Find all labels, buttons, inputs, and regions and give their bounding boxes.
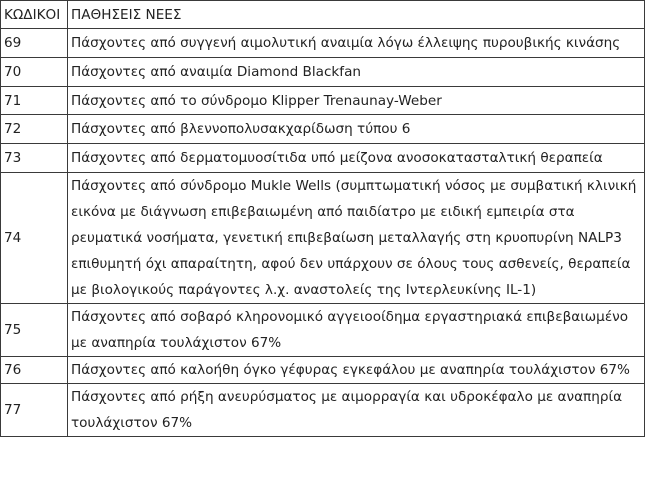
row-code: 73 [1, 144, 68, 173]
row-code: 70 [1, 58, 68, 87]
table-row [1, 384, 645, 437]
table-row [1, 87, 645, 115]
row-code: 71 [1, 87, 68, 115]
row-code: 77 [1, 384, 68, 437]
row-description: Πάσχοντες από το σύνδρομο Klipper Trenaunay-Weber [68, 87, 645, 115]
table-header-row [1, 1, 645, 29]
row-description: Πάσχοντες από ρήξη ανευρύσματος με αιμορραγία και υδροκέφαλο με αναπηρία τουλάχιστον 67% [68, 384, 645, 437]
row-description: Πάσχοντες από αναιμία Diamond Blackfan [68, 58, 645, 87]
table-row [1, 304, 645, 357]
row-code: 69 [1, 29, 68, 58]
row-code: 74 [1, 173, 68, 304]
header-new-diseases: ΠΑΘΗΣΕΙΣ ΝΕΕΣ [68, 1, 645, 29]
table-row [1, 357, 645, 384]
row-code: 75 [1, 304, 68, 357]
header-codes: ΚΩΔΙΚΟΙ [1, 1, 68, 29]
table-row [1, 29, 645, 58]
row-description: Πάσχοντες από σοβαρό κληρονομικό αγγειοοίδημα εργαστηριακά επιβεβαιωμένο με αναπηρία τουλάχιστον 67% [68, 304, 645, 357]
row-description: Πάσχοντες από δερματομυοσίτιδα υπό μείζονα ανοσοκατασταλτική θεραπεία [68, 144, 645, 173]
row-code: 72 [1, 115, 68, 144]
table-row [1, 58, 645, 87]
row-description: Πάσχοντες από συγγενή αιμολυτική αναιμία λόγω έλλειψης πυρουβικής κινάσης [68, 29, 645, 58]
table-row [1, 144, 645, 173]
row-description: Πάσχοντες από βλεννοπολυσακχαρίδωση τύπου 6 [68, 115, 645, 144]
table-row [1, 173, 645, 304]
table-row [1, 115, 645, 144]
row-code: 76 [1, 357, 68, 384]
row-description: Πάσχοντες από καλοήθη όγκο γέφυρας εγκεφάλου με αναπηρία τουλάχιστον 67% [68, 357, 645, 384]
row-description: Πάσχοντες από σύνδρομο Mukle Wells (συμπτωματική νόσος με συμβατική κλινική εικόνα με διάγνωση επιβεβαιωμένη από παιδίατρο με ειδική εμπειρία στα ρευματικά νοσήματα, γενετική επιβεβαίωση μεταλλαγής στη κρυοπυρίνη NALP3 επιθυμητή όχι απαραίτητη, αφού δεν υπάρχουν σε όλους τους ασθενείς, θεραπεία με βιολογικούς παράγοντες λ.χ. αναστολείς της Ιντερλευκίνης IL-1) [68, 173, 645, 304]
